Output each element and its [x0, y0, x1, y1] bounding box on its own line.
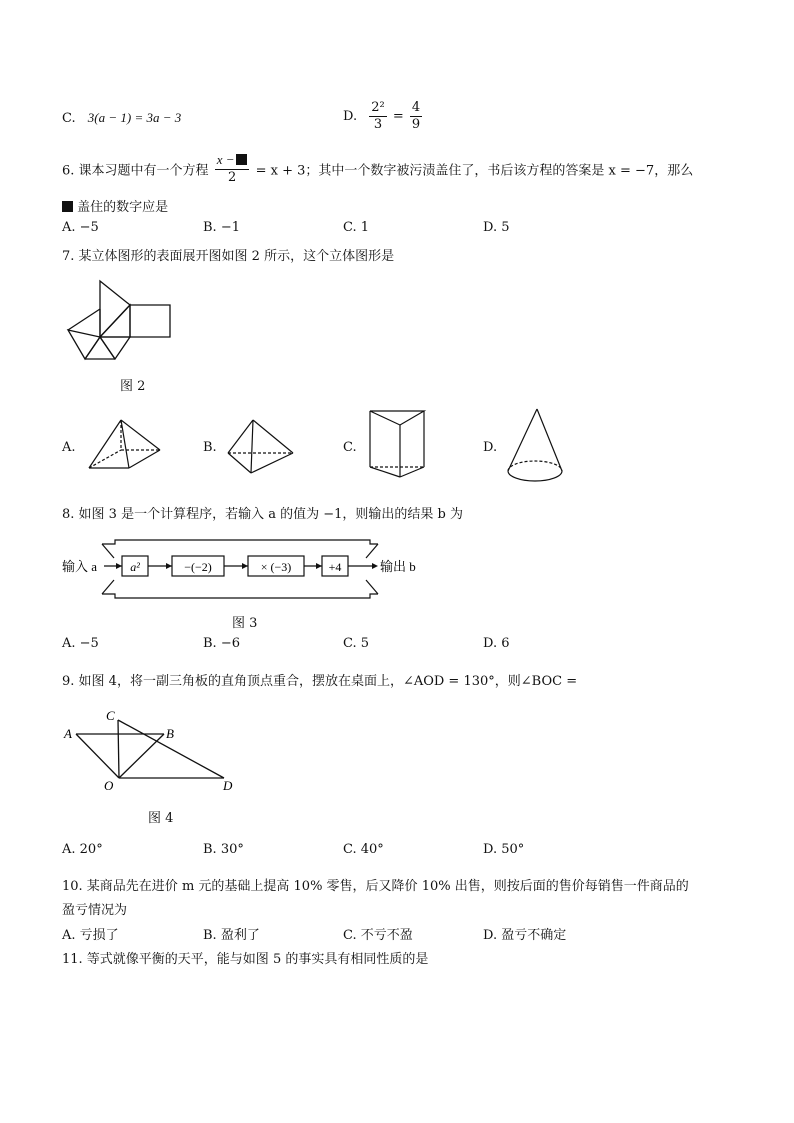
q9-option-c: C. 40° — [343, 842, 384, 857]
q6-stem-line2: 盖住的数字应是 — [62, 196, 168, 215]
q6-option-d: D. 5 — [483, 220, 510, 235]
q10-stem-line2: 盈亏情况为 — [62, 903, 128, 918]
q5-option-c-label: C. — [62, 111, 76, 126]
q9-figure-caption: 图 4 — [148, 811, 174, 826]
q7-option-d-cone — [504, 407, 566, 487]
q5-option-d-lhs: $\frac{\text{2²}}{3}$ — [371, 100, 385, 132]
q8-option-d: D. 6 — [483, 636, 510, 651]
q6-option-a: A. −5 — [62, 220, 99, 235]
q11-stem: 11. 等式就像平衡的天平，能与如图 5 的事实具有相同性质的是 — [62, 952, 429, 967]
q5-option-d-label: D. — [343, 109, 358, 124]
q7-figure-caption: 图 2 — [120, 379, 146, 394]
q9-stem: 9. 如图 4，将一副三角板的直角顶点重合，摆放在桌面上，∠AOD = 130°，则∠BOC = — [62, 674, 578, 689]
q7-option-a-label: A. — [62, 440, 76, 455]
q5-option-d-rhs: $\frac{4}{9}$ — [411, 100, 421, 132]
q8-step-4: +4 — [328, 560, 342, 574]
q9-point-d: D — [223, 778, 233, 793]
q10-option-b: B. 盈利了 — [203, 928, 260, 943]
q6-equation-fraction: $\frac{x -}{2}$ — [215, 152, 250, 186]
q9-option-b: B. 30° — [203, 842, 244, 857]
q9-point-a: A — [64, 726, 72, 741]
q6-option-b: B. −1 — [203, 220, 240, 235]
q8-program-flowchart — [60, 536, 430, 602]
q8-input-label: 输入 a — [62, 559, 98, 574]
q10-option-d: D. 盈亏不确定 — [483, 928, 567, 943]
q9-point-b: B — [166, 726, 174, 741]
q5-option-d: D. $\frac{\text{2²}}{3}$ = $\frac{4}{9}$ — [343, 100, 421, 132]
q5-option-c-expr: 3(a − 1) = 3a − 3 — [87, 110, 182, 125]
q7-option-c-label: C. — [343, 440, 357, 455]
q6-stem: 6. 课本习题中有一个方程 $\frac{x -}{2}$ = x + 3；其中一个数字被污渍盖住了，书后该方程的答案是 x = −7，那么 — [62, 152, 694, 185]
q5-option-c — [62, 110, 181, 126]
ink-blot-icon — [62, 201, 73, 212]
q8-option-b: B. −6 — [203, 636, 240, 651]
q8-step-3: × (−3) — [260, 560, 292, 574]
q10-option-c: C. 不亏不盈 — [343, 928, 413, 943]
q8-option-c: C. 5 — [343, 636, 370, 651]
q7-net-figure — [60, 275, 180, 365]
q7-option-a-pyramid — [85, 418, 165, 474]
q7-stem: 7. 某立体图形的表面展开图如图 2 所示，这个立体图形是 — [62, 249, 395, 264]
q7-option-c-prism — [366, 407, 432, 479]
q8-output-label: 输出 b — [380, 559, 416, 574]
q6-option-c: C. 1 — [343, 220, 370, 235]
q8-figure-caption: 图 3 — [232, 616, 258, 631]
q9-point-c: C — [106, 708, 115, 723]
q7-option-b-label: B. — [203, 440, 217, 455]
q7-option-b-tetrahedron — [225, 418, 297, 476]
q8-step-2: −(−2) — [184, 560, 212, 574]
q9-point-o: O — [104, 778, 114, 793]
q9-option-d: D. 50° — [483, 842, 525, 857]
q9-triangle-figure — [60, 706, 250, 796]
q9-option-a: A. 20° — [62, 842, 103, 857]
q10-option-a: A. 亏损了 — [62, 928, 119, 943]
q10-stem-line1: 10. 某商品先在进价 m 元的基础上提高 10% 零售，后又降价 10% 出售，则按后面的售价每销售一件商品的 — [62, 879, 689, 894]
q7-option-d-label: D. — [483, 440, 498, 455]
q8-step-1: a² — [130, 560, 140, 574]
ink-blot-icon — [236, 154, 247, 165]
q8-option-a: A. −5 — [62, 636, 99, 651]
q8-stem: 8. 如图 3 是一个计算程序，若输入 a 的值为 −1，则输出的结果 b 为 — [62, 507, 463, 522]
